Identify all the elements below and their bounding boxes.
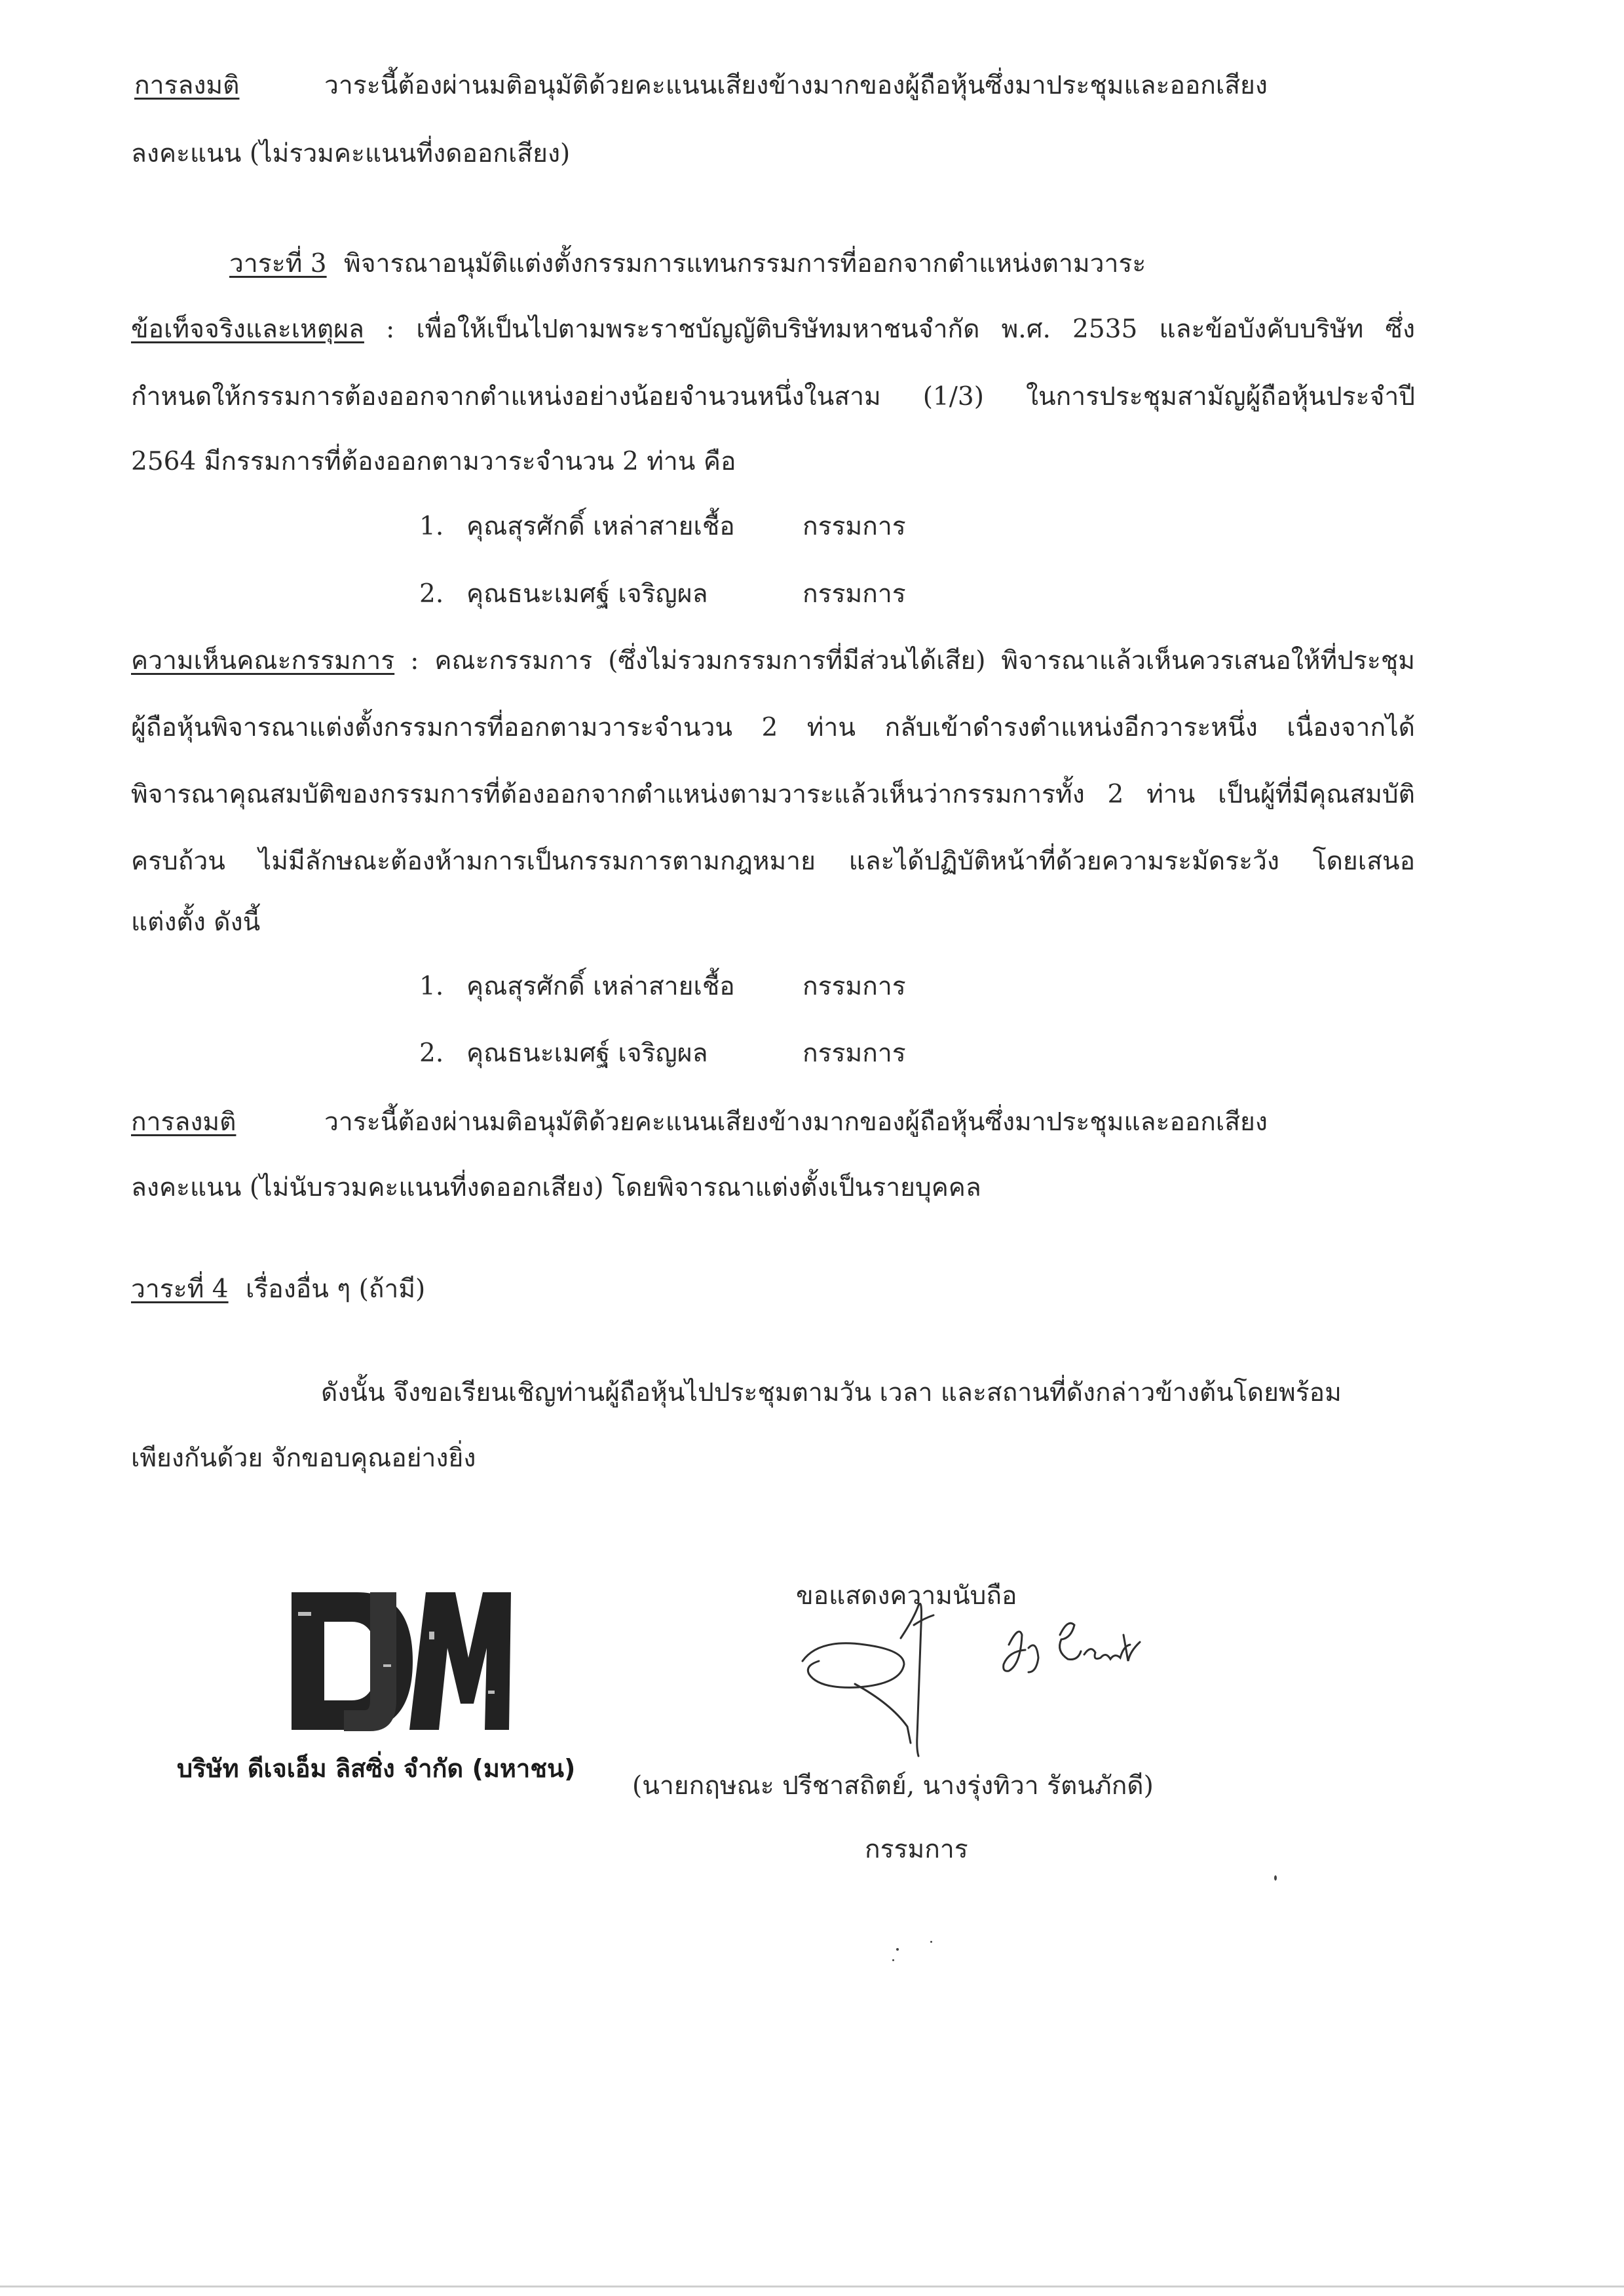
opinion-line2: ผู้ถือหุ้นพิจารณาแต่งตั้งกรรมการที่ออกตามวาระจำนวน 2 ท่าน กลับเข้าดำรงตำแหน่งอีกวาระหนึ่ง เนื่องจากได้ — [131, 713, 1415, 742]
scan-speck — [930, 1941, 932, 1943]
page-bottom-border — [0, 2286, 1624, 2287]
company-name: บริษัท ดีเจเอ็ม ลิสซิ่ง จำกัด (มหาชน) — [177, 1754, 576, 1783]
agenda-3-title: พิจารณาอนุมัติแต่งตั้งกรรมการแทนกรรมการที่ออกจากตำแหน่งตามวาระ — [344, 249, 1146, 278]
facts-line3: 2564 มีกรรมการที่ต้องออกตามวาระจำนวน 2 ท่าน คือ — [131, 447, 736, 476]
opinion-text-1: : คณะกรรมการ (ซึ่งไม่รวมกรรมการที่มีส่วนได้เสีย) พิจารณาแล้วเห็นควรเสนอให้ที่ประชุม — [410, 646, 1415, 676]
opinion-line5: แต่งตั้ง ดังนี้ — [131, 908, 261, 937]
salutation: ขอแสดงความนับถือ — [796, 1581, 1017, 1611]
facts-line1 — [131, 315, 1415, 345]
opinion-line1 — [131, 646, 1415, 677]
opinion-line4: ครบถ้วน ไม่มีลักษณะต้องห้ามการเป็นกรรมการตามกฎหมาย และได้ปฏิบัติหน้าที่ด้วยความระมัดระวัง โดยเสนอ — [131, 847, 1415, 876]
signatory-title: กรรมการ — [865, 1835, 968, 1864]
director-position: กรรมการ — [803, 1039, 906, 1068]
closing-line2: เพียงกันด้วย จักขอบคุณอย่างยิ่ง — [131, 1444, 476, 1473]
agenda-4-heading — [131, 1274, 425, 1305]
agenda-3-heading — [229, 249, 1146, 280]
company-logo — [278, 1586, 514, 1736]
resolution-text-3-line2: ลงคะแนน (ไม่นับรวมคะแนนที่งดออกเสียง) โดยพิจารณาแต่งตั้งเป็นรายบุคคล — [131, 1173, 981, 1202]
director-position: กรรมการ — [803, 512, 906, 541]
list-number: 1. — [419, 972, 444, 1001]
director-name: คุณธนะเมศฐ์ เจริญผล — [466, 579, 708, 609]
scan-speck — [892, 1959, 894, 1961]
director-name: คุณสุรศักดิ์ เหล่าสายเชื้อ — [466, 512, 735, 541]
resolution-heading-2: การลงมติ — [134, 71, 240, 100]
resolution-text-3-line1: วาระนี้ต้องผ่านมติอนุมัติด้วยคะแนนเสียงข้างมากของผู้ถือหุ้นซึ่งมาประชุมและออกเสียง — [324, 1107, 1268, 1137]
facts-text-1: : เพื่อให้เป็นไปตามพระราชบัญญัติบริษัทมหาชนจำกัด พ.ศ. 2535 และข้อบังคับบริษัท ซึ่ง — [386, 315, 1415, 344]
facts-line2: กำหนดให้กรรมการต้องออกจากตำแหน่งอย่างน้อยจำนวนหนึ่งในสาม (1/3) ในการประชุมสามัญผู้ถือหุ้นประจำปี — [131, 382, 1415, 411]
signatories: (นายกฤษณะ ปรีชาสถิตย์, นางรุ่งทิวา รัตนภักดี) — [632, 1771, 1154, 1801]
director-position: กรรมการ — [803, 972, 906, 1001]
opinion-heading: ความเห็นคณะกรรมการ — [131, 646, 395, 676]
closing-line1: ดังนั้น จึงขอเรียนเชิญท่านผู้ถือหุ้นไปประชุมตามวัน เวลา และสถานที่ดังกล่าวข้างต้นโดยพร้อม — [321, 1378, 1342, 1407]
opinion-line3: พิจารณาคุณสมบัติของกรรมการที่ต้องออกจากตำแหน่งตามวาระแล้วเห็นว่ากรรมการทั้ง 2 ท่าน เป็นผู้ที่มีคุณสมบัติ — [131, 780, 1415, 809]
scan-speck — [1274, 1875, 1277, 1881]
resolution-text-2-line1: วาระนี้ต้องผ่านมติอนุมัติด้วยคะแนนเสียงข้างมากของผู้ถือหุ้นซึ่งมาประชุมและออกเสียง — [324, 71, 1268, 100]
list-number: 1. — [419, 512, 444, 541]
agenda-4-title: เรื่องอื่น ๆ (ถ้ามี) — [246, 1274, 426, 1304]
list-number: 2. — [419, 579, 444, 609]
list-number: 2. — [419, 1039, 444, 1068]
resolution-text-2-line2: ลงคะแนน (ไม่รวมคะแนนที่งดออกเสียง) — [131, 139, 571, 168]
facts-heading: ข้อเท็จจริงและเหตุผล — [131, 315, 364, 344]
scan-speck — [896, 1948, 899, 1951]
agenda-3-label: วาระที่ 3 — [229, 249, 327, 278]
agenda-4-label: วาระที่ 4 — [131, 1274, 229, 1304]
director-name: คุณธนะเมศฐ์ เจริญผล — [466, 1039, 708, 1068]
director-position: กรรมการ — [803, 579, 906, 609]
resolution-heading-3: การลงมติ — [131, 1107, 236, 1137]
signatures — [793, 1599, 1212, 1769]
director-name: คุณสุรศักดิ์ เหล่าสายเชื้อ — [466, 972, 735, 1001]
